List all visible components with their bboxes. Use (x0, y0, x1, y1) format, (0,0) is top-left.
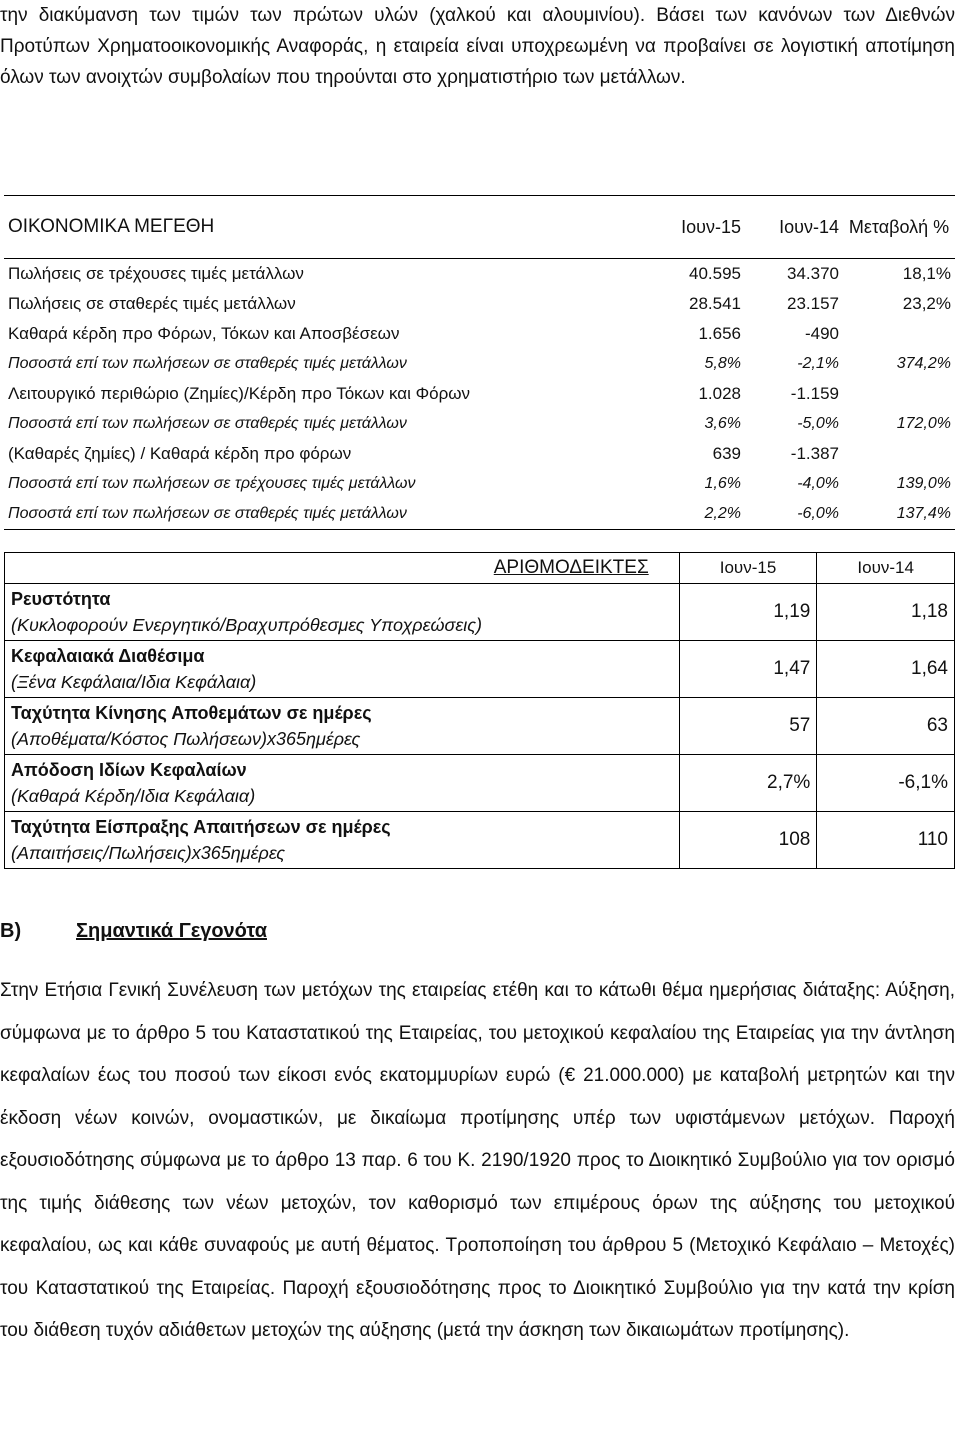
ratio-value-jun14: -6,1% (817, 755, 955, 812)
ratio-value-jun14: 1,18 (817, 584, 955, 641)
ratio-name: Απόδοση Ιδίων Κεφαλαίων (11, 760, 247, 780)
financials-row (4, 409, 955, 439)
ratios-col-jun15: Ιουν-15 (679, 553, 817, 584)
row-value-jun14: -1.387 (790, 444, 839, 463)
financials-row (4, 469, 955, 499)
financials-row (4, 289, 955, 319)
financials-row (4, 379, 955, 409)
row-value-jun15: 40.595 (689, 264, 741, 283)
ratio-value-jun15: 108 (679, 812, 817, 869)
ratio-formula: (Καθαρά Κέρδη/Ιδια Κεφάλαια) (11, 786, 256, 806)
ratio-formula: (Κυκλοφορούν Ενεργητικό/Βραχυπρόθεσμες Υποχρεώσεις) (11, 615, 483, 635)
body-text: Στην Ετήσια Γενική Συνέλευση των μετόχων της εταιρείας ετέθη και το κάτωθι θέμα ημερήσιας διάταξης: Αύξηση, σύμφωνα με το άρθρο 5 του Καταστατικού της Εταιρείας, του μετοχικού κεφαλαίου της Εταιρείας για την άντληση κεφαλαίων έως του ποσού των είκοσι ενός εκατομμυρίων ευρώ (€ 21.000.000) με καταβολή μετρητών και την έκδοση νέων κοινών, ονομαστικών, με δικαίωμα προτίμησης υπέρ των υφιστάμενων μετόχων. Παροχή εξουσιοδότησης σύμφωνα με το άρθρο 13 παρ. 6 του Κ. 2190/1920 προς το Διοικητικό Συμβούλιο για τον ορισμό της τιμής διάθεσης των νέων μετοχών, τον καθορισμό των επιμέρους όρων της αύξησης του μετοχικού κεφαλαίου, ως και κάθε συναφούς με αυτή θέματος. Τροποποίηση του άρθρου 5 (Μετοχικό Κεφάλαιο – Μετοχές) του Καταστατικού της Εταιρείας. Παροχή εξουσιοδότησης προς το Διοικητικό Συμβούλιο για την κατά την κρίση του διάθεση τυχόν αδιάθετων μετοχών της αύξησης (μετά την άσκηση των δικαιωμάτων προτίμησης). (0, 980, 955, 1341)
ratio-row (5, 584, 955, 641)
financials-col-jun14: Ιουν-14 (745, 196, 843, 259)
ratio-formula: (Ξένα Κεφάλαια/Ιδια Κεφάλαια) (11, 672, 257, 692)
row-value-change: 172,0% (896, 415, 951, 432)
row-value-change (843, 319, 955, 349)
financials-title: ΟΙΚΟΝΟΜΙΚΑ ΜΕΓΕΘΗ (4, 196, 602, 259)
ratio-name: Ταχύτητα Είσπραξης Απαιτήσεων σε ημέρες (11, 817, 391, 837)
financials-col-change: Μεταβολή % (843, 196, 955, 259)
ratio-value-jun14: 110 (817, 812, 955, 869)
row-label: Πωλήσεις σε τρέχουσες τιμές μετάλλων (8, 264, 304, 283)
ratio-label (5, 641, 680, 698)
section-letter: B) (0, 920, 22, 942)
ratio-value-jun15: 1,19 (679, 584, 817, 641)
row-label: Ποσοστά επί των πωλήσεων σε τρέχουσες τιμές μετάλλων (8, 475, 416, 492)
ratio-row (5, 755, 955, 812)
row-value-change: 374,2% (896, 355, 951, 372)
ratio-value-jun14: 63 (817, 698, 955, 755)
financials-row (4, 499, 955, 530)
ratio-name: Κεφαλαιακά Διαθέσιμα (11, 646, 205, 666)
ratios-col-jun14: Ιουν-14 (817, 553, 955, 584)
financials-row (4, 439, 955, 469)
row-label: Ποσοστά επί των πωλήσεων σε σταθερές τιμές μετάλλων (8, 355, 407, 372)
row-label: (Καθαρές ζημίες) / Καθαρά κέρδη προ φόρων (8, 444, 352, 463)
ratio-name: Ταχύτητα Κίνησης Αποθεμάτων σε ημέρες (11, 703, 372, 723)
row-label: Λειτουργικό περιθώριο (Ζημίες)/Κέρδη προ Τόκων και Φόρων (8, 384, 471, 403)
ratio-name: Ρευστότητα (11, 589, 111, 609)
ratio-label (5, 698, 680, 755)
row-value-jun15: 2,2% (602, 499, 745, 530)
row-value-jun14: 23.157 (787, 294, 839, 313)
ratio-formula: (Απαιτήσεις/Πωλήσεις)x365ημέρες (11, 843, 286, 863)
row-label: Πωλήσεις σε σταθερές τιμές μετάλλων (8, 294, 296, 313)
ratio-label (5, 584, 680, 641)
row-value-jun14: -6,0% (745, 499, 843, 530)
row-value-jun14: -2,1% (797, 355, 839, 372)
row-value-change: 137,4% (843, 499, 955, 530)
row-value-jun15: 639 (712, 444, 741, 463)
section-title: Σημαντικά Γεγονότα (76, 920, 267, 942)
row-label: Ποσοστά επί των πωλήσεων σε σταθερές τιμές μετάλλων (4, 499, 602, 530)
ratios-table (4, 552, 955, 869)
ratio-formula: (Αποθέματα/Κόστος Πωλήσεων)x365ημέρες (11, 729, 361, 749)
row-value-jun15: 3,6% (704, 415, 741, 432)
ratio-value-jun15: 1,47 (679, 641, 817, 698)
financials-col-jun15: Ιουν-15 (602, 196, 745, 259)
ratio-label (5, 812, 680, 869)
body-paragraph (0, 970, 955, 1353)
row-value-jun14: 34.370 (787, 264, 839, 283)
financials-header-row (4, 196, 955, 259)
row-value-change (843, 439, 955, 469)
intro-text: την διακύμανση των τιμών των πρώτων υλών (χαλκού και αλουμινίου). Βάσει των κανόνων των Διεθνών Προτύπων Χρηματοοικονομικής Αναφοράς, η εταιρεία είναι υποχρεωμένη να προβαίνει σε λογιστική αποτίμηση όλων των ανοιχτών συμβολαίων που τηρούνται στο χρηματιστήριο των μετάλλων. (0, 5, 955, 88)
row-value-jun14: -4,0% (797, 475, 839, 492)
ratio-value-jun14: 1,64 (817, 641, 955, 698)
financials-row (4, 349, 955, 379)
row-value-jun14: -1.159 (790, 384, 839, 403)
ratio-row (5, 641, 955, 698)
row-value-change: 139,0% (896, 475, 951, 492)
row-value-change: 23,2% (902, 294, 951, 313)
row-value-jun14: -5,0% (797, 415, 839, 432)
ratio-label (5, 755, 680, 812)
intro-paragraph (0, 0, 955, 93)
row-value-jun14: -490 (804, 324, 839, 343)
row-value-jun15: 1,6% (704, 475, 741, 492)
row-label: Καθαρά κέρδη προ Φόρων, Τόκων και Αποσβέσεων (8, 324, 400, 343)
row-value-change: 18,1% (902, 264, 951, 283)
ratios-header-row (5, 553, 955, 584)
ratio-row (5, 698, 955, 755)
row-label: Ποσοστά επί των πωλήσεων σε σταθερές τιμές μετάλλων (8, 415, 407, 432)
ratio-value-jun15: 57 (679, 698, 817, 755)
row-value-jun15: 1.656 (698, 324, 741, 343)
ratio-value-jun15: 2,7% (679, 755, 817, 812)
financials-row (4, 319, 955, 349)
row-value-jun15: 1.028 (698, 384, 741, 403)
financials-table (4, 195, 955, 530)
row-value-change (843, 379, 955, 409)
ratio-row (5, 812, 955, 869)
row-value-jun15: 28.541 (689, 294, 741, 313)
row-value-jun15: 5,8% (704, 355, 741, 372)
section-heading (0, 920, 267, 943)
ratios-title: ΑΡΙΘΜΟΔΕΙΚΤΕΣ (5, 553, 680, 584)
financials-row (4, 259, 955, 290)
